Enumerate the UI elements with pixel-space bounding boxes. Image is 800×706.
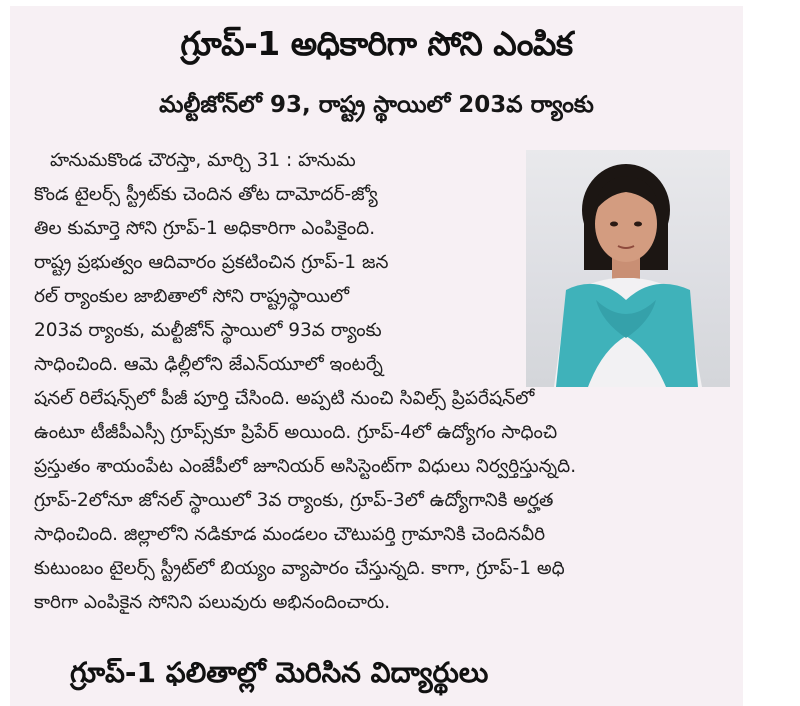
body-line: ఉంటూ టీజీపీఎస్సీ గ్రూప్స్‌కూ ప్రిపేర్ అయింది. గ్రూప్-4లో ఉద్యోగం సాధించి bbox=[34, 422, 558, 443]
body-line: ప్రస్తుతం శాయంపేట ఎంజేపీలో జూనియర్ అసిస్టెంట్‌గా విధులు నిర్వర్తిస్తున్నది. bbox=[34, 456, 577, 477]
article-subheadline: మల్టీజోన్‌లో 93, రాష్ట్ర స్థాయిలో 203వ ర్యాంకు bbox=[159, 92, 594, 118]
body-line: రాష్ట్ర ప్రభుత్వం ఆదివారం ప్రకటించిన గ్రూప్-1 జన bbox=[34, 252, 389, 273]
article-body bbox=[34, 144, 728, 620]
body-line: కొండ టైలర్స్ స్ట్రీట్‌కు చెందిన తోట దామోదర్-జ్యో bbox=[34, 184, 378, 205]
next-article-headline-fragment: గ్రూప్-1 ఫలితాల్లో మెరిసిన విద్యార్థులు bbox=[70, 656, 489, 689]
body-line: షనల్ రిలేషన్స్‌లో పీజీ పూర్తి చేసింది. అప్పటి నుంచి సివిల్స్ ప్రిపరేషన్‌లో bbox=[34, 388, 535, 409]
body-line: సాధించింది. జిల్లాలోని నడికూడ మండలం చౌటుపర్తి గ్రామానికి చెందినవీరి bbox=[34, 524, 546, 545]
body-line: హనుమకొండ చౌరస్తా, మార్చి 31 : హనుమ bbox=[50, 150, 356, 171]
body-line: తిల కుమార్తె సోని గ్రూప్-1 అధికారిగా ఎంపికైంది. bbox=[34, 218, 376, 239]
body-line: సాధించింది. ఆమె ఢిల్లీలోని జేఎన్‌యూలో ఇంటర్నే bbox=[34, 354, 383, 375]
body-line: కారిగా ఎంపికైన సోనిని పలువురు అభినందించారు. bbox=[34, 592, 391, 613]
article-headline: గ్రూప్-1 అధికారిగా సోని ఎంపిక bbox=[180, 24, 573, 63]
body-line: గ్రూప్-2లోనూ జోనల్ స్థాయిలో 3వ ర్యాంకు, గ్రూప్-3లో ఉద్యోగానికి అర్హత bbox=[34, 490, 554, 511]
body-line: కుటుంబం టైలర్స్ స్ట్రీట్‌లో బియ్యం వ్యాపారం చేస్తున్నది. కాగా, గ్రూప్-1 అధి bbox=[34, 558, 565, 579]
news-article bbox=[10, 6, 743, 706]
body-line: 203వ ర్యాంకు, మల్టీజోన్ స్థాయిలో 93వ ర్యాంకు bbox=[34, 320, 382, 341]
body-line: రల్ ర్యాంకుల జాబితాలో సోని రాష్ట్రస్థాయిలో bbox=[34, 286, 350, 307]
